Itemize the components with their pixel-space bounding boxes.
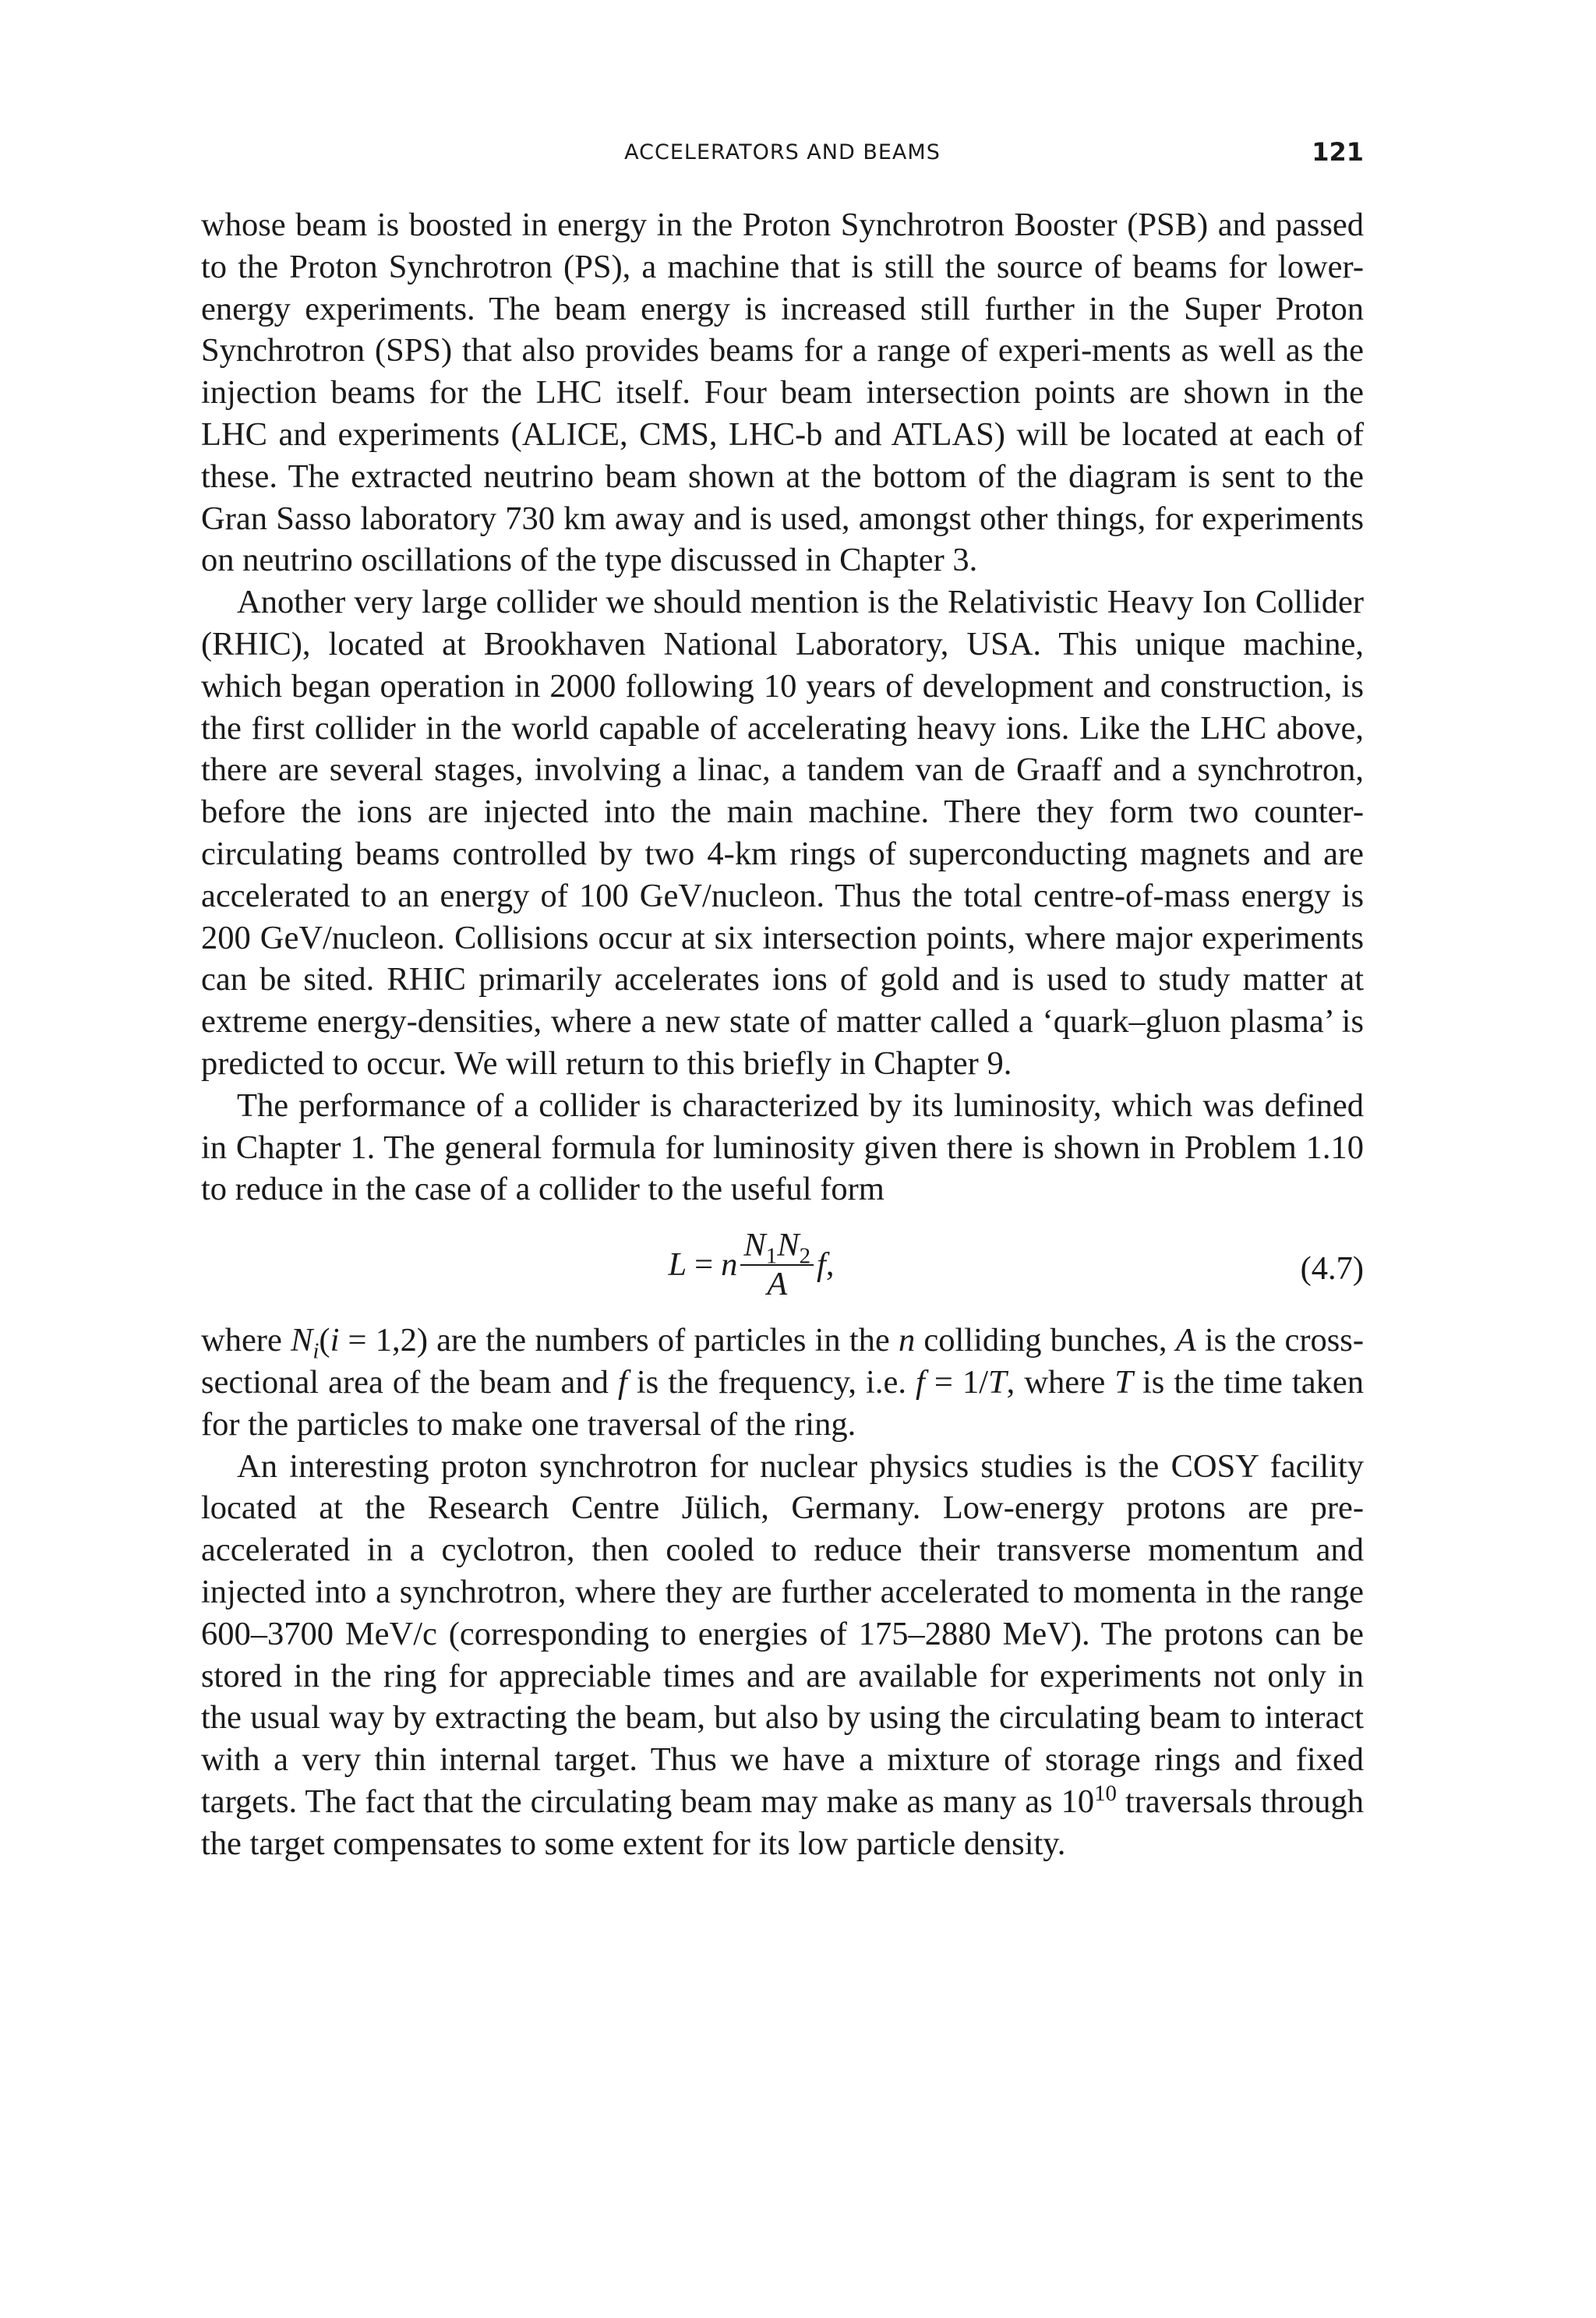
text-run: traversals through the target compensates to some extent for its low particle density. [201,1783,1364,1862]
equation-numerator [740,1227,814,1269]
text-run: = 1,2) are the numbers of particles in the [339,1322,899,1359]
var-f: f [617,1363,627,1401]
equation-denominator: A [767,1266,788,1303]
text-run: colliding bunches, [915,1322,1176,1359]
page-number: 121 [1312,137,1364,167]
paragraph-rhic: Another very large collider we should mention is the Relativistic Heavy Ion Collider (RHIC), located at Brookhaven National Laboratory, USA. This unique machine, which began operation in 2000 following 10 years of development and construction, is the first collider in the world capable of accelerating heavy ions. Like the LHC above, there are several stages, involving a linac, a tandem van de Graaff and a synchrotron, before the ions are injected into the main machine. There they form two counter-circulating beams controlled by two 4-km rings of superconducting magnets and are accelerated to an energy of 100 GeV/nucleon. Thus the total centre-of-mass energy is 200 GeV/nucleon. Collisions occur at six intersection points, where major experiments can be sited. RHIC primarily accelerates ions of gold and is used to study matter at extreme energy-densities, where a new state of matter called a ‘quark–gluon plasma’ is predicted to occur. We will return to this briefly in Chapter 9. [201,584,1364,1082]
text-run: An interesting proton synchrotron for nuclear physics studies is the COSY facility located at the Research Centre Jülich, Germany. Low-energy protons are pre-accelerated in a cyclotron, then cooled to reduce their transverse momentum and injected into a synchrotron, where they are further accelerated to momenta in the range 600–3700 MeV/c (corresponding to energies of 175–2880 MeV). The protons can be stored in the ring for appreciable times and are available for experiments not only in the usual way by extracting the beam, but also by using the circulating beam to interact with a very thin internal target. Thus we have a mixture of storage rings and fixed targets. The fact that the circulating beam may make as many as [201,1447,1364,1820]
text-run: is the time taken for the particles to make one traversal of the ring. [201,1363,1365,1443]
equation-factor: f [817,1246,826,1284]
paragraph-equation-definitions [201,1320,1364,1445]
numerator-n2-sub: 2 [799,1243,811,1269]
power-base: 10 [1061,1783,1095,1820]
text-run: where [201,1322,291,1359]
var-f: f [916,1363,925,1401]
var-i: i [330,1322,340,1359]
equation-4-7 [201,1210,1364,1320]
equation-fraction [740,1228,814,1302]
equation-expression [669,1228,835,1302]
var-ni: N [291,1322,313,1359]
text-run: ( [319,1322,330,1359]
power-exponent: 10 [1094,1780,1117,1806]
paragraph-psb-ps-sps: whose beam is boosted in energy in the Proton Synchrotron Booster (PSB) and passed to the Proton Synchrotron (PS), a machine that is still the source of beams for lower-energy experiments. The beam energy is increased still further in the Super Proton Synchrotron (SPS) that also provides beams for a range of experi-ments as well as the injection beams for the LHC itself. Four beam intersection points are shown in the LHC and experiments (ALICE, CMS, LHC-b and ATLAS) will be located at each of these. The extracted neutrino beam shown at the bottom of the diagram is sent to the Gran Sasso laboratory 730 km away and is used, amongst other things, for experiments on neutrino oscillations of the type discussed in Chapter 3. [201,207,1364,579]
equation-equals: = [694,1246,714,1284]
equation-body [201,1210,1364,1320]
numerator-n2: N [777,1227,800,1264]
var-t: T [988,1363,1007,1401]
var-a: A [1175,1322,1196,1359]
text-run: is the cross-sectional area of the beam and [201,1322,1364,1401]
body-text [201,204,1364,1864]
paragraph-luminosity: The performance of a collider is characterized by its luminosity, which was defined in Chapter 1. The general formula for luminosity given there is shown in Problem 1.10 to reduce in the case of a collider to the useful form [201,1087,1364,1208]
text-run: , where [1006,1363,1115,1401]
var-n: n [898,1322,916,1359]
numerator-n1-sub: 1 [765,1243,778,1269]
equation-number: (4.7) [1300,1250,1364,1288]
running-head [201,137,1364,171]
text-run: = 1/ [924,1363,989,1401]
equation-coefficient: n [721,1246,738,1284]
equation-lhs: L [668,1246,687,1284]
paragraph-cosy [201,1446,1364,1865]
numerator-n1: N [743,1227,766,1264]
var-ni-sub: i [312,1338,320,1364]
running-title: ACCELERATORS AND BEAMS [624,140,941,164]
text-run: is the frequency, i.e. [627,1363,916,1401]
equation-trailing-comma: , [825,1246,835,1284]
var-t: T [1114,1363,1133,1401]
